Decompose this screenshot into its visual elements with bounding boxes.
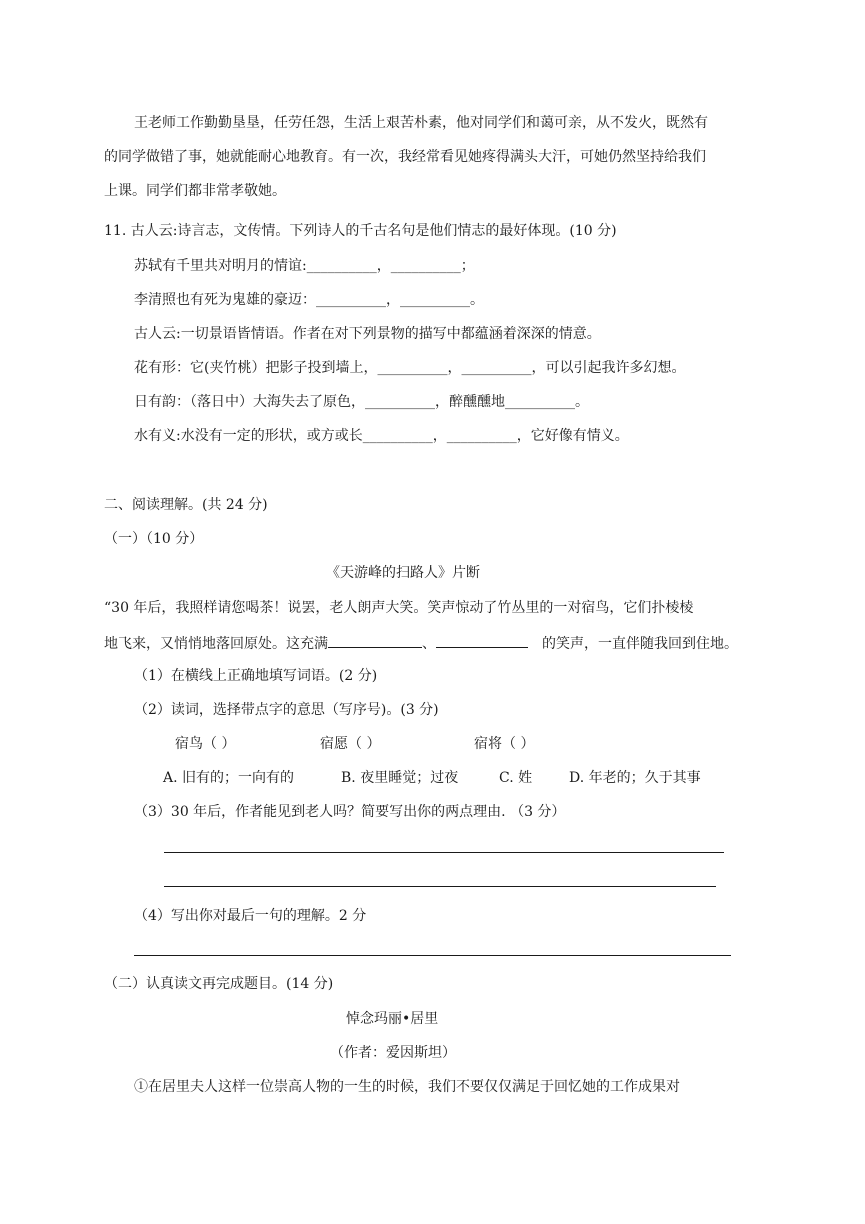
passage-line-2: 的同学做错了事，她就能耐心地教育。有一次，我经常看见她疼得满头大汗，可她仍然坚持给我们: [104, 149, 706, 165]
part1-q1: （1）在横线上正确地填写词语。(2 分): [134, 668, 378, 684]
part2-passage-title: 悼念玛丽•居里: [346, 1011, 439, 1027]
q11-sun: 日有韵：（落日中）大海失去了原色，__________，醉醺醺地__________。: [134, 394, 589, 410]
part2-para-1: ①在居里夫人这样一位崇高人物的一生的时候，我们不要仅仅满足于回忆她的工作成果对: [134, 1079, 680, 1095]
part1-text-2b: 的笑声，一直伴随我回到住地。: [542, 636, 738, 652]
part1-q3: （3）30 年后，作者能见到老人吗？简要写出你的两点理由. （3 分）: [134, 804, 566, 820]
answer-line-1[interactable]: [164, 852, 724, 853]
part1-text-sep: 、: [422, 636, 436, 652]
option-a: A. 旧有的；一向有的: [163, 770, 295, 786]
part2-author: （作者：爱因斯坦）: [330, 1045, 456, 1061]
fill-blank-2[interactable]: [436, 633, 528, 648]
section2-title: 二、阅读理解。(共 24 分): [104, 497, 268, 513]
part1-text-2a: 地飞来，又悄悄地落回原处。这充满: [104, 636, 328, 652]
q11-title: 11. 古人云:诗言志，文传情。下列诗人的千古名句是他们情志的最好体现。(10 分): [104, 223, 617, 239]
option-b: B. 夜里睡觉；过夜: [341, 770, 459, 786]
part1-passage-title: 《天游峰的扫路人》片断: [326, 565, 480, 581]
part1-q4: （4）写出你对最后一句的理解。2 分: [134, 908, 367, 924]
part1-q2: （2）读词，选择带点字的意思（写序号)。(3 分): [134, 702, 439, 718]
q11-water: 水有义:水没有一定的形状，或方或长__________，__________，它好像有情义。: [134, 428, 629, 444]
passage-line-3: 上课。同学们都非常孝敬她。: [104, 183, 286, 199]
answer-line-3[interactable]: [134, 955, 731, 956]
part1-text-line-2: [104, 633, 738, 653]
option-d: D. 年老的；久于其事: [569, 770, 701, 786]
part2-label: （二）认真读文再完成题目。(14 分): [104, 976, 334, 992]
answer-line-2[interactable]: [164, 886, 716, 887]
q11-li-qingzhao: 李清照也有死为鬼雄的豪迈：__________，__________。: [134, 292, 484, 308]
q11-su-shi: 苏轼有千里共对明月的情谊:__________，__________；: [134, 258, 475, 274]
fill-blank-1[interactable]: [328, 633, 422, 648]
word-item: 宿鸟（ ）: [175, 736, 236, 752]
part1-label: （一）（10 分）: [104, 531, 204, 547]
q11-flower: 花有形：它(夹竹桃）把影子投到墙上，__________，__________，可以引起我许多幻想。: [134, 360, 686, 376]
q11-intro: 古人云:一切景语皆情语。作者在对下列景物的描写中都蕴涵着深深的情意。: [134, 326, 601, 342]
option-c: C. 姓: [499, 770, 533, 786]
part1-text-line-1: “30 年后，我照样请您喝茶！说罢，老人朗声大笑。笑声惊动了竹丛里的一对宿鸟，它们扑棱棱: [104, 600, 694, 616]
word-item: 宿愿（ ）: [320, 736, 381, 752]
passage-line-1: 王老师工作勤勤垦垦，任劳任怨，生活上艰苦朴素，他对同学们和蔼可亲，从不发火，既然有: [134, 115, 708, 131]
word-item: 宿将（ ）: [474, 736, 535, 752]
